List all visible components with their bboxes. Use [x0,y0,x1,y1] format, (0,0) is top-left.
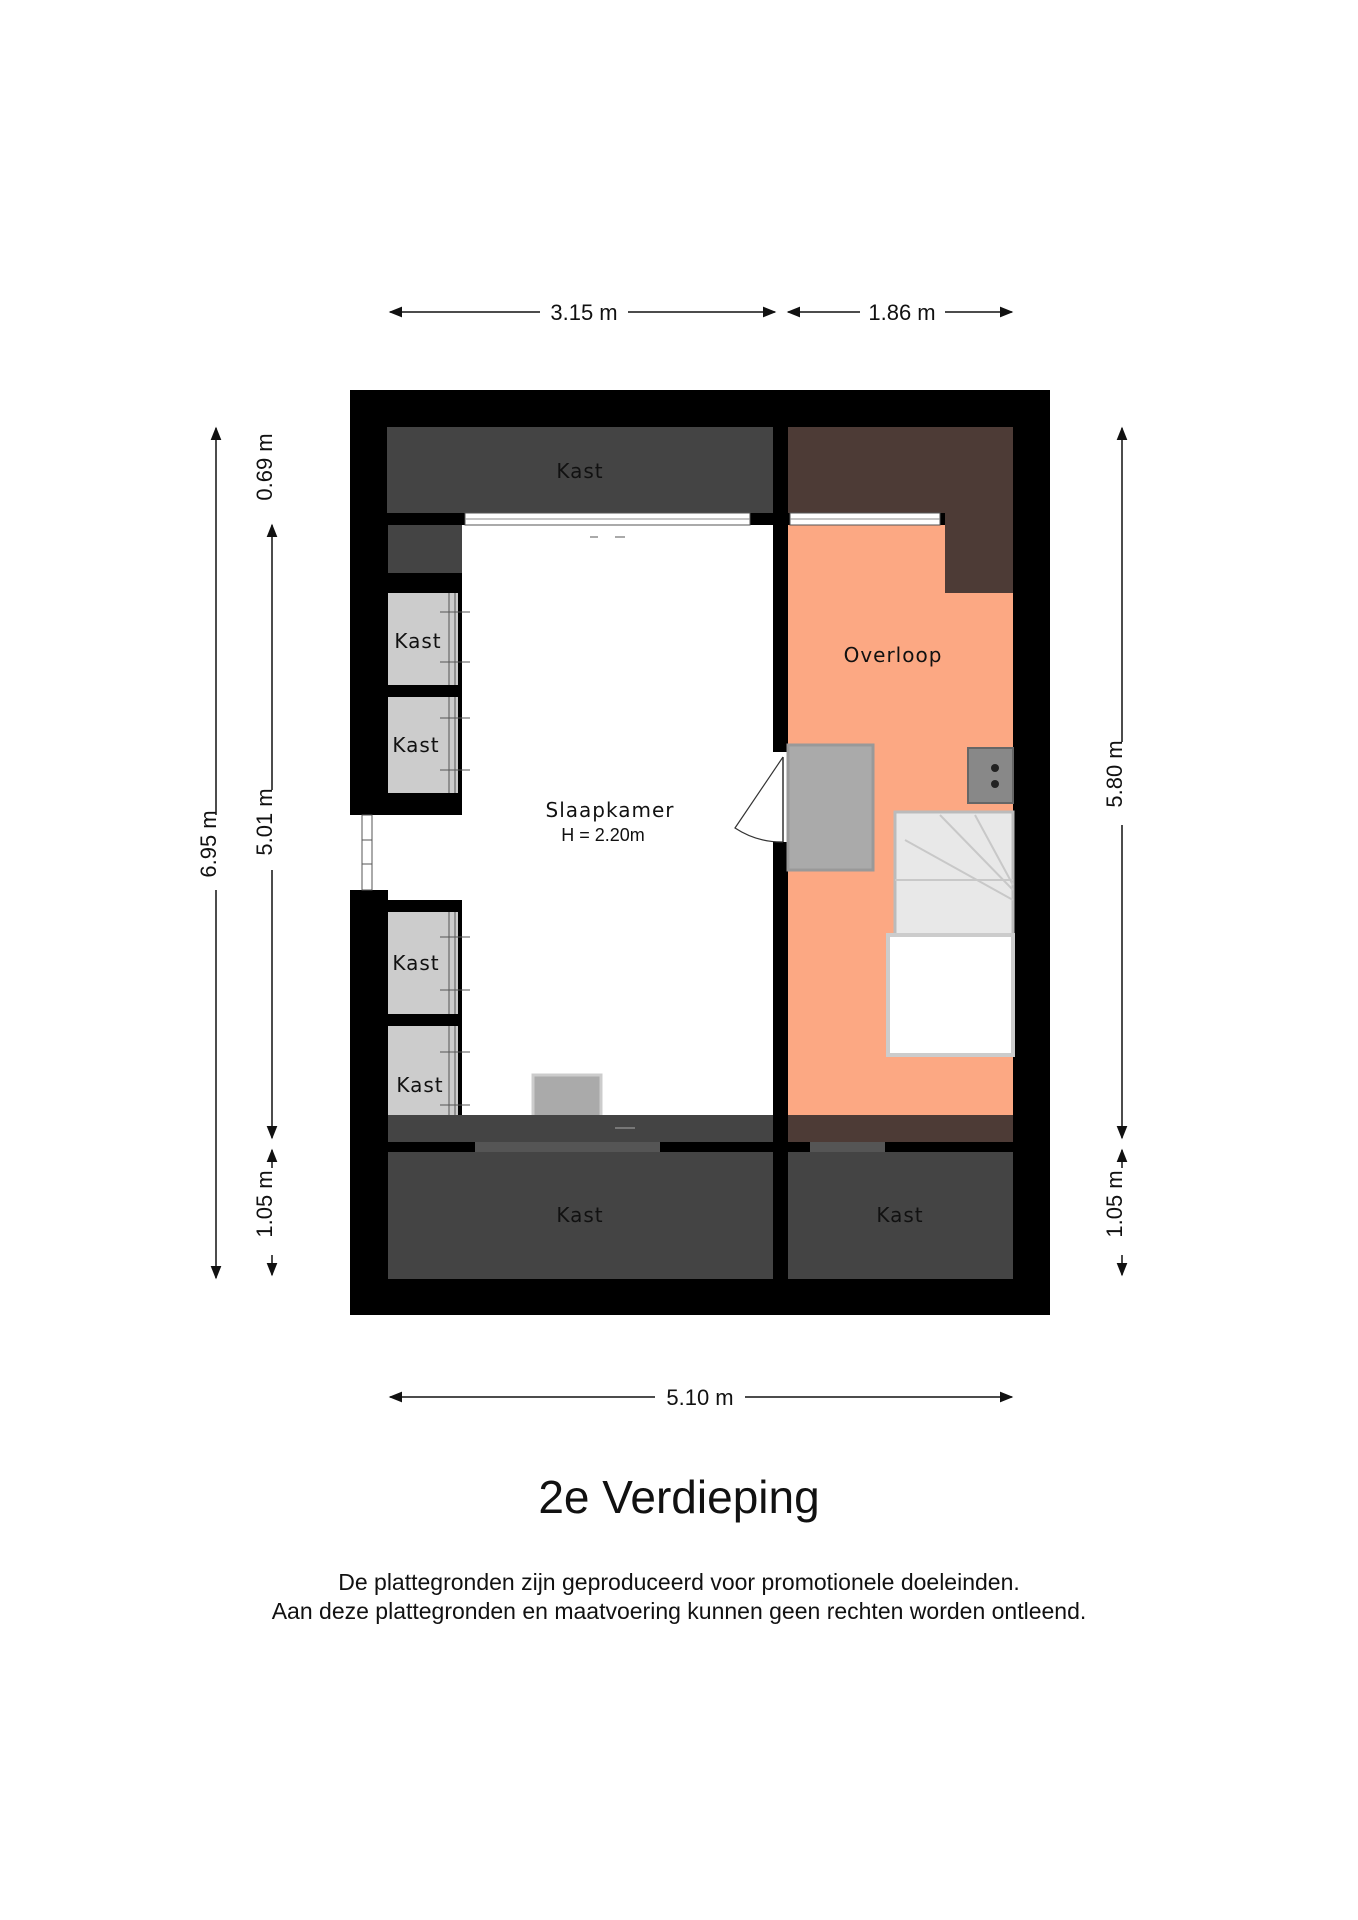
kast-side-3-label: Kast [392,951,440,975]
kast-side-1-label: Kast [394,629,442,653]
dim-top-right: 1.86 m [868,300,936,325]
brown-top-area [788,427,1013,513]
kast-side-4-label: Kast [396,1073,444,1097]
bottom-band-right [788,1115,1013,1142]
dim-left-total: 6.95 m [196,810,221,878]
disclaimer [0,1568,1358,1626]
kast-divider [388,793,462,805]
dim-top-left: 3.15 m [550,300,618,325]
kast-divider [388,573,462,585]
overloop-sink [968,748,1013,803]
disclaimer-line-2: Aan deze plattegronden en maatvoering kunnen geen rechten worden ontleend. [271,1598,1087,1624]
dim-right-mid: 5.80 m [1102,740,1127,808]
overloop-cabinet [788,745,873,870]
slaapkamer-alcove [388,815,468,910]
dim-left-top: 0.69 m [252,433,277,501]
stairs [895,812,1013,942]
slaapkamer-label: Slaapkamer [545,798,675,822]
kast-top-label: Kast [556,459,604,483]
slaapkamer-height-label: H = 2.20m [561,825,645,845]
kast-bottom-left-label: Kast [556,1203,604,1227]
kast-divider [388,685,462,697]
page-title: 2e Verdieping [538,1471,820,1523]
disclaimer-line-1: De plattegronden zijn geproduceerd voor promotionele doeleinden. [338,1569,1020,1595]
kast-divider [388,900,462,912]
kast-bottom-right-label: Kast [876,1203,924,1227]
kast-divider [388,1014,462,1026]
interior-wall [773,427,788,1280]
dim-left-mid: 5.01 m [252,788,277,856]
kast-side-2-label: Kast [392,733,440,757]
dim-bottom: 5.10 m [666,1385,734,1410]
bottom-band-left [388,1115,773,1142]
stair-opening [888,935,1013,1055]
door-opening [773,752,788,842]
kast-side-4-area [388,1026,458,1116]
dim-right-bottom: 1.05 m [1102,1170,1127,1238]
brown-corner-overlay [945,525,1013,593]
overloop-label: Overloop [843,643,943,667]
left-strip-top [388,525,462,573]
dim-left-bottom: 1.05 m [252,1170,277,1238]
